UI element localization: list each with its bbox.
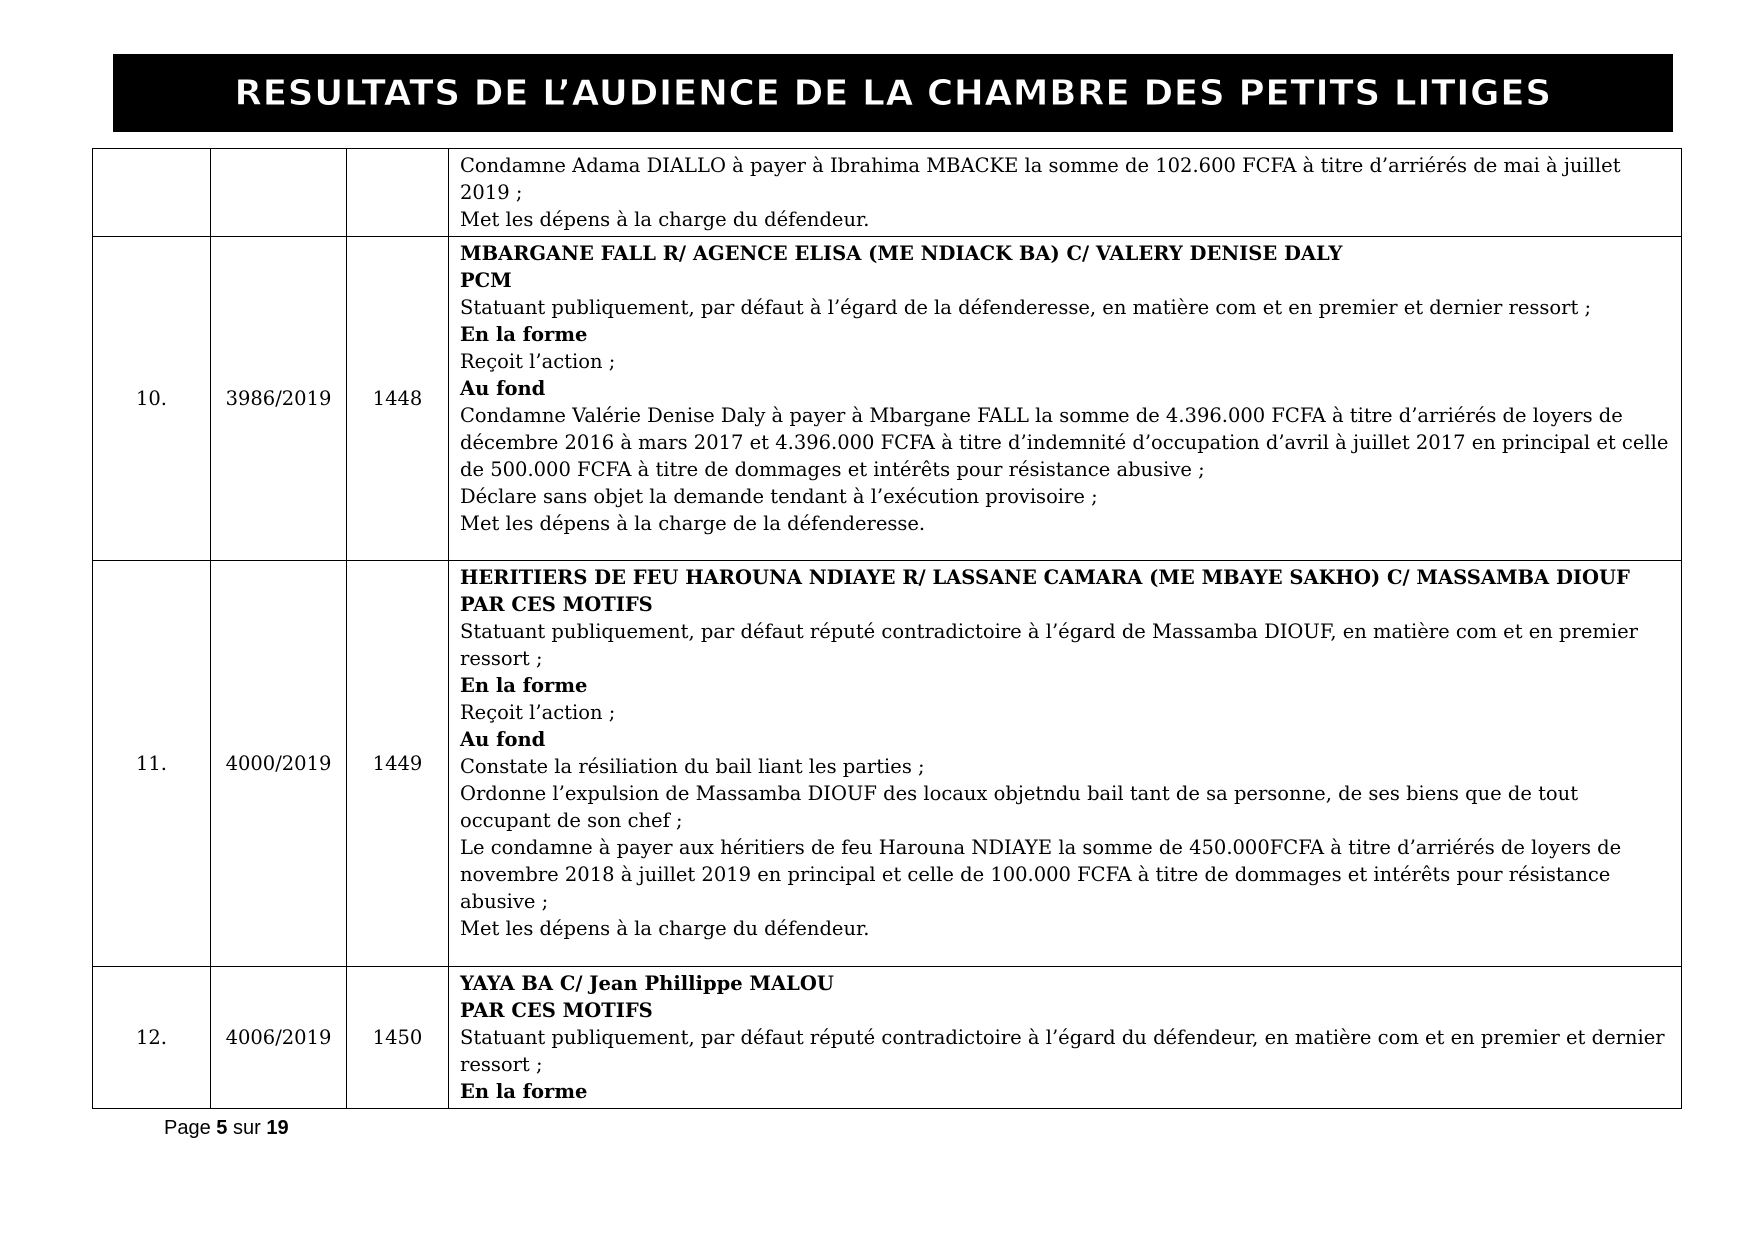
repertoire-number: 1450 [347,967,449,1109]
judgment-heading: PAR CES MOTIFS [460,593,653,616]
judgment-text [449,149,1682,237]
judgment-line: Statuant publiquement, par défaut réputé contradictoire à l’égard du défendeur, en matière com et en premier et dernier ressort ; [460,1026,1665,1076]
judgment-heading: YAYA BA C/ Jean Phillippe MALOU [460,972,834,995]
total-pages-number: 19 [266,1117,289,1139]
role-number: 4000/2019 [211,561,347,967]
role-number: 3986/2019 [211,237,347,561]
case-number: 12. [93,967,211,1109]
table-row [93,237,1682,561]
page-footer [164,1117,289,1140]
judgment-line: Met les dépens à la charge du défendeur. [460,208,870,231]
judgment-heading: Au fond [460,377,546,400]
judgment-heading: HERITIERS DE FEU HAROUNA NDIAYE R/ LASSANE CAMARA (ME MBAYE SAKHO) C/ MASSAMBA DIOUF [460,566,1630,589]
title-banner [113,54,1673,132]
judgment-line: Met les dépens à la charge du défendeur. [460,917,870,940]
judgment-line: Le condamne à payer aux héritiers de feu Harouna NDIAYE la somme de 450.000FCFA à titre d’arriérés de loyers de novembre 2018 à juillet 2019 en principal et celle de 100.000 FCFA à titre de dommages et intérêts pour résistance abusive ; [460,836,1622,913]
case-number [93,149,211,237]
judgment-text [449,237,1682,561]
judgment-heading: Au fond [460,728,546,751]
table-row [93,561,1682,967]
judgment-heading: MBARGANE FALL R/ AGENCE ELISA (ME NDIACK BA) C/ VALERY DENISE DALY [460,242,1343,265]
judgment-line: Constate la résiliation du bail liant les parties ; [460,755,925,778]
repertoire-number [347,149,449,237]
results-table [92,148,1682,1109]
judgment-line: Déclare sans objet la demande tendant à l’exécution provisoire ; [460,485,1098,508]
role-number: 4006/2019 [211,967,347,1109]
judgment-text [449,561,1682,967]
page-label: Page [164,1117,211,1139]
page-of-label: sur [232,1117,261,1139]
judgment-heading: En la forme [460,323,588,346]
judgment-line: Statuant publiquement, par défaut réputé contradictoire à l’égard de Massamba DIOUF, en matière com et en premier ressort ; [460,620,1638,670]
judgment-line: Condamne Adama DIALLO à payer à Ibrahima MBACKE la somme de 102.600 FCFA à titre d’arriérés de mai à juillet 2019 ; [460,154,1621,204]
page-title: RESULTATS DE L’AUDIENCE DE LA CHAMBRE DES PETITS LITIGES [234,72,1552,114]
case-number: 11. [93,561,211,967]
judgment-heading: En la forme [460,1080,588,1103]
judgment-line: Reçoit l’action ; [460,701,616,724]
judgment-line: Statuant publiquement, par défaut à l’égard de la défenderesse, en matière com et en premier et dernier ressort ; [460,296,1592,319]
judgment-line: Met les dépens à la charge de la défenderesse. [460,512,926,535]
judgment-line: Condamne Valérie Denise Daly à payer à Mbargane FALL la somme de 4.396.000 FCFA à titre d’arriérés de loyers de décembre 2016 à mars 2017 et 4.396.000 FCFA à titre d’indemnité d’occupation d’avril à juillet 2017 en principal et celle de 500.000 FCFA à titre de dommages et intérêts pour résistance abusive ; [460,404,1669,481]
judgment-line: Reçoit l’action ; [460,350,616,373]
repertoire-number: 1448 [347,237,449,561]
current-page-number: 5 [216,1117,228,1139]
role-number [211,149,347,237]
judgment-heading: PAR CES MOTIFS [460,999,653,1022]
table-row [93,967,1682,1109]
judgment-heading: En la forme [460,674,588,697]
judgment-heading: PCM [460,269,512,292]
repertoire-number: 1449 [347,561,449,967]
table-row [93,149,1682,237]
case-number: 10. [93,237,211,561]
judgment-line: Ordonne l’expulsion de Massamba DIOUF des locaux objetndu bail tant de sa personne, de ses biens que de tout occupant de son chef ; [460,782,1579,832]
judgment-text [449,967,1682,1109]
